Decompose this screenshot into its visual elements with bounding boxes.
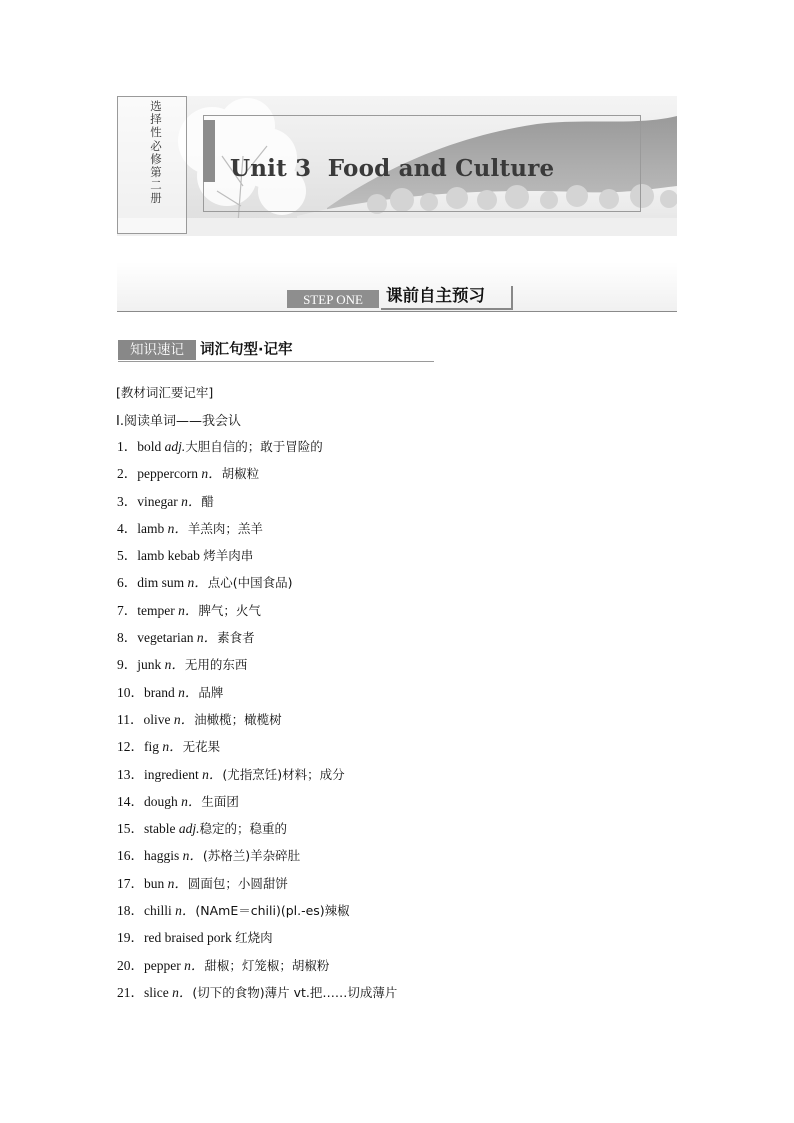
part-of-speech: n． bbox=[167, 520, 188, 536]
list-item bbox=[117, 682, 397, 709]
title-accent-bar bbox=[203, 120, 215, 182]
part-of-speech: adj. bbox=[164, 439, 186, 454]
vocab-meaning: 油橄榄；橄榄树 bbox=[194, 711, 282, 727]
book-volume-label: 选择性必修第二册 bbox=[150, 99, 162, 206]
part-of-speech: n． bbox=[187, 575, 208, 591]
vocab-meaning: (尤指烹饪)材料；成分 bbox=[222, 766, 345, 782]
part-of-speech: n． bbox=[181, 493, 202, 509]
vocab-meaning: 醋 bbox=[201, 493, 214, 509]
vocab-word: brand bbox=[144, 684, 179, 700]
vocab-meaning: 羊羔肉；羔羊 bbox=[187, 520, 263, 536]
vocab-word: dim sum bbox=[137, 575, 188, 591]
part-of-speech: n． bbox=[175, 903, 196, 919]
item-number: 7． bbox=[117, 602, 138, 618]
list-item bbox=[117, 736, 397, 763]
list-item bbox=[117, 764, 397, 791]
vocab-meaning: 大胆自信的；敢于冒险的 bbox=[185, 439, 323, 454]
list-item bbox=[117, 572, 397, 599]
part-of-speech: n． bbox=[201, 466, 222, 482]
vocab-word: slice bbox=[144, 984, 173, 1000]
vocab-meaning: 甜椒；灯笼椒；胡椒粉 bbox=[204, 957, 330, 973]
part-of-speech: n． bbox=[178, 602, 199, 618]
vocab-meaning: 生面团 bbox=[201, 793, 239, 809]
vocab-word: lamb bbox=[137, 520, 168, 536]
vocab-word: peppercorn bbox=[137, 466, 202, 482]
vocab-word: vegetarian bbox=[137, 630, 197, 646]
part-of-speech: n． bbox=[173, 711, 195, 727]
list-item bbox=[117, 491, 397, 518]
vocab-word: bold bbox=[137, 439, 165, 454]
vocab-word: temper bbox=[137, 602, 179, 618]
section-underline bbox=[118, 361, 434, 362]
item-number: 1． bbox=[117, 439, 138, 454]
part-of-speech: n． bbox=[184, 957, 205, 973]
item-number: 15． bbox=[117, 821, 144, 837]
vocab-word: dough bbox=[144, 793, 182, 809]
part-of-speech: adj. bbox=[178, 821, 200, 837]
item-number: 8． bbox=[117, 630, 138, 646]
vocab-meaning: 素食者 bbox=[217, 630, 255, 646]
unit-title: Unit 3 Food and Culture bbox=[230, 155, 555, 182]
item-number: 17． bbox=[117, 875, 144, 891]
list-item bbox=[117, 709, 397, 736]
vocab-meaning: 胡椒粒 bbox=[221, 466, 260, 482]
part-of-speech: n． bbox=[172, 984, 193, 1000]
list-item bbox=[117, 927, 397, 954]
vocab-word: chilli bbox=[144, 903, 176, 919]
vocab-meaning: (苏格兰)羊杂碎肚 bbox=[202, 848, 301, 864]
list-item bbox=[117, 627, 397, 654]
part-of-speech: n． bbox=[164, 657, 185, 673]
vocab-meaning: 红烧肉 bbox=[235, 930, 273, 946]
list-item bbox=[117, 791, 397, 818]
list-item bbox=[117, 982, 397, 1009]
vocab-word: stable bbox=[144, 821, 179, 837]
sub-title: Ⅰ.阅读单词——我会认 bbox=[116, 414, 241, 429]
vocab-meaning: 点心(中国食品) bbox=[207, 575, 293, 591]
part-of-speech: n． bbox=[202, 766, 223, 782]
vocab-word: olive bbox=[143, 711, 174, 727]
part-of-speech: n． bbox=[181, 793, 202, 809]
item-number: 19． bbox=[117, 930, 144, 946]
vocab-meaning: 稳定的；稳重的 bbox=[199, 821, 288, 837]
vocab-word: fig bbox=[144, 739, 163, 755]
vocab-word: lamb kebab bbox=[137, 548, 204, 564]
part-of-speech: n． bbox=[182, 848, 203, 864]
list-item bbox=[117, 436, 397, 463]
list-item bbox=[117, 518, 397, 545]
section-badge: 知识速记 bbox=[118, 340, 196, 360]
item-number: 18． bbox=[117, 903, 144, 919]
vocab-meaning: 圆面包；小圆甜饼 bbox=[187, 875, 288, 891]
item-number: 2． bbox=[117, 466, 138, 482]
vocab-meaning: 脾气；火气 bbox=[198, 602, 261, 618]
item-number: 14． bbox=[117, 793, 144, 809]
list-item bbox=[117, 600, 397, 627]
section-title: 词汇句型·记牢 bbox=[200, 342, 293, 358]
list-item bbox=[117, 900, 397, 927]
vocab-meaning: 品牌 bbox=[198, 684, 224, 700]
vocab-word: haggis bbox=[144, 848, 183, 864]
list-item bbox=[117, 463, 397, 490]
item-number: 13． bbox=[117, 766, 144, 782]
part-of-speech: n． bbox=[196, 630, 218, 646]
list-item bbox=[117, 873, 397, 900]
part-of-speech: n． bbox=[178, 684, 199, 700]
item-number: 6． bbox=[117, 575, 138, 591]
item-number: 21． bbox=[117, 984, 144, 1000]
part-of-speech: n． bbox=[162, 739, 183, 755]
list-item bbox=[117, 845, 397, 872]
vocab-meaning: 无花果 bbox=[182, 739, 221, 755]
item-number: 20． bbox=[117, 957, 144, 973]
list-item bbox=[117, 955, 397, 982]
item-number: 10． bbox=[117, 684, 144, 700]
vocab-meaning: 烤羊肉串 bbox=[203, 548, 254, 564]
block-title: [教材词汇要记牢] bbox=[116, 385, 214, 400]
item-number: 4． bbox=[117, 520, 138, 536]
vocab-word: junk bbox=[137, 657, 165, 673]
list-item bbox=[117, 654, 397, 681]
vocabulary-list bbox=[117, 436, 397, 1009]
vocab-meaning: (切下的食物)薄片 vt.把……切成薄片 bbox=[192, 984, 398, 1000]
part-of-speech: n． bbox=[167, 875, 188, 891]
vocab-word: vinegar bbox=[137, 493, 182, 509]
vocab-word: ingredient bbox=[144, 766, 203, 782]
list-item bbox=[117, 545, 397, 572]
step-divider bbox=[117, 311, 677, 312]
step-title: 课前自主预习 bbox=[381, 286, 513, 310]
item-number: 11． bbox=[117, 711, 144, 727]
vocab-word: pepper bbox=[144, 957, 185, 973]
vocab-word: red braised pork bbox=[144, 930, 236, 946]
vocab-meaning: (NAmE＝chili)(pl.-es)辣椒 bbox=[195, 903, 350, 919]
item-number: 16． bbox=[117, 848, 144, 864]
vocab-meaning: 无用的东西 bbox=[184, 657, 248, 673]
item-number: 5． bbox=[117, 548, 138, 564]
item-number: 9． bbox=[117, 657, 138, 673]
vocab-word: bun bbox=[144, 875, 168, 891]
list-item bbox=[117, 818, 397, 845]
item-number: 3． bbox=[117, 493, 138, 509]
step-label: STEP ONE bbox=[287, 290, 379, 308]
item-number: 12． bbox=[117, 739, 144, 755]
